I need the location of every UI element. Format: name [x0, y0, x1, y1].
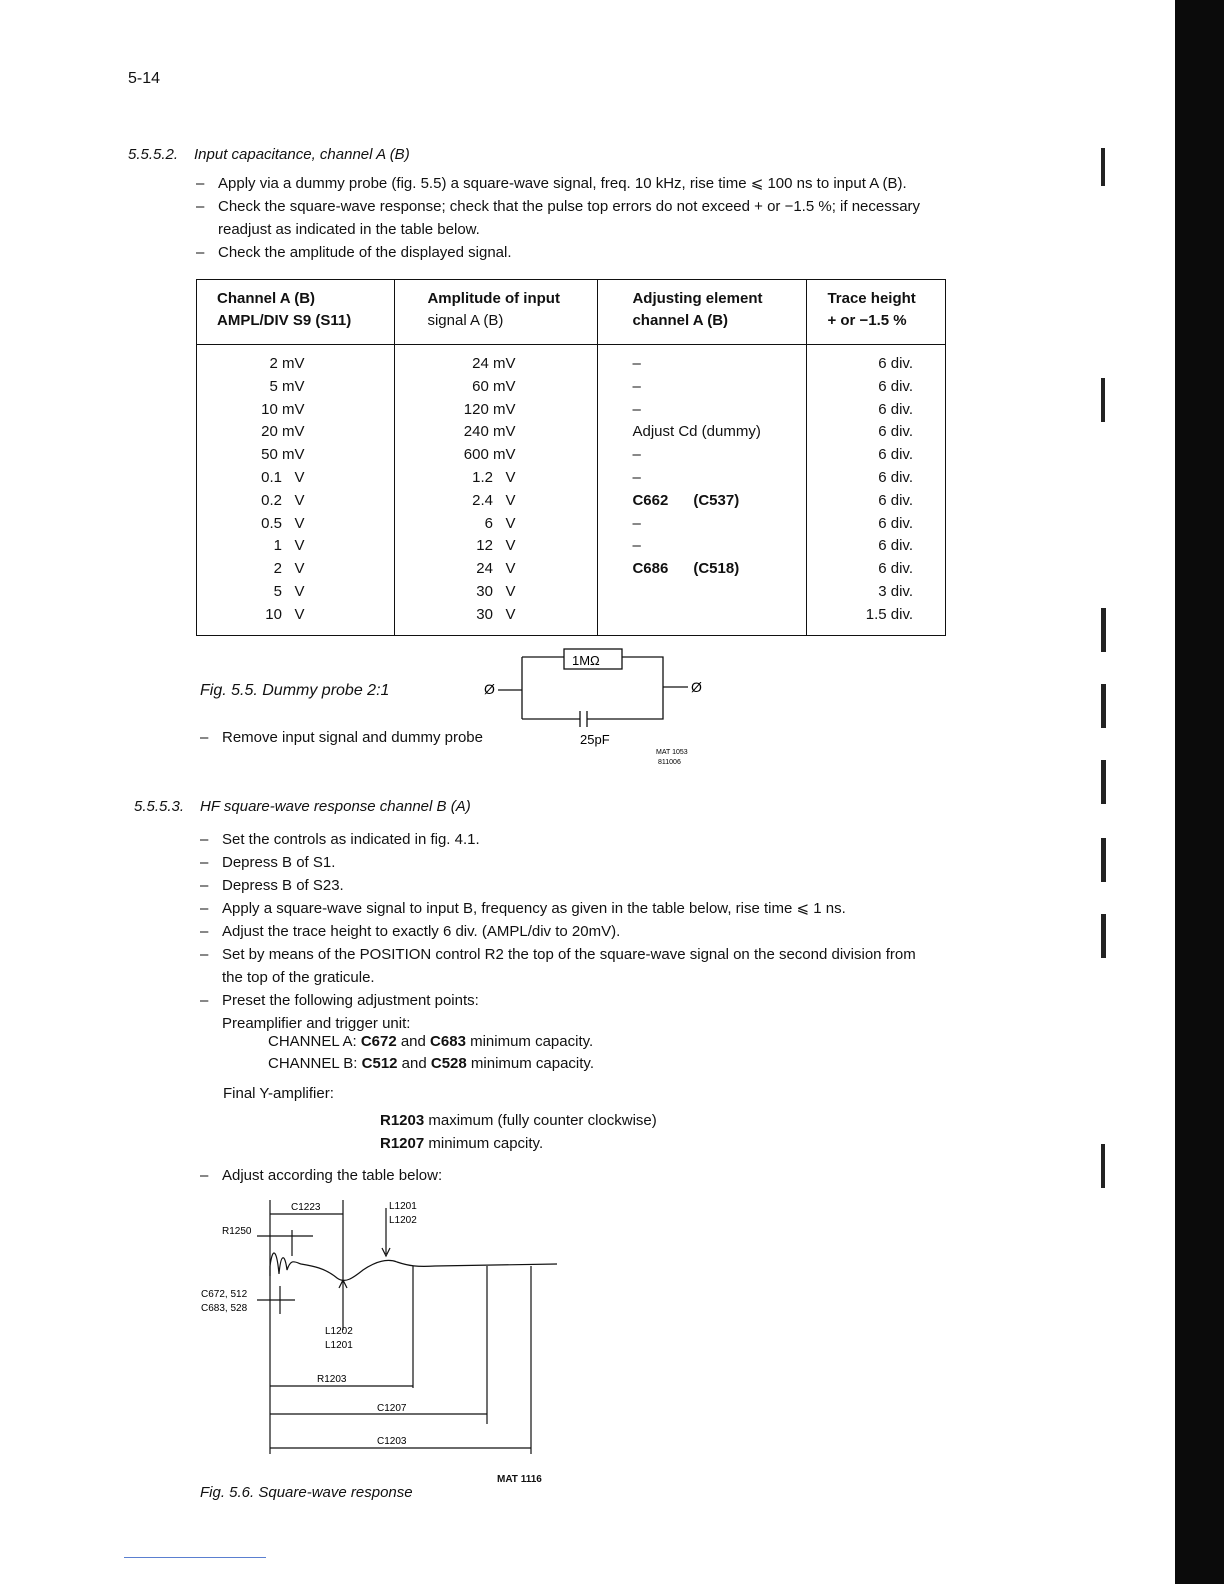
- table-cell: 6 div.: [878, 491, 913, 509]
- r1207-line: R1207 minimum capcity.: [380, 1135, 544, 1152]
- step-item: – Depress B of S1.: [200, 854, 336, 871]
- table-cell: –: [632, 400, 641, 418]
- table-cell: –: [632, 446, 641, 464]
- fig55-caption: Fig. 5.5. Dummy probe 2:1: [200, 682, 390, 699]
- step-item: – Set by means of the POSITION control R2 the top of the square-wave signal on the second division from: [200, 946, 916, 963]
- table-cell: C662 (C537): [632, 491, 740, 509]
- header-adjusting-element: Adjusting element channel A (B): [598, 280, 807, 345]
- section-553-heading: [134, 798, 471, 815]
- step-item: – Apply via a dummy probe (fig. 5.5) a square-wave signal, freq. 10 kHz, rise time ⩽ 100 ns to input A (B).: [196, 175, 907, 192]
- table-cell: –: [632, 537, 641, 555]
- step-item: – Set the controls as indicated in fig. 4.1.: [200, 831, 480, 848]
- header-ampl-div: Channel A (B) AMPL/DIV S9 (S11): [197, 280, 395, 345]
- table-cell: 5 mV: [269, 377, 305, 395]
- table-cell: 3 div.: [878, 582, 913, 600]
- table-cell: 6 div.: [878, 355, 913, 372]
- table-cell: 2 V: [273, 560, 305, 578]
- table-cell: –: [632, 377, 641, 395]
- channel-b-line: CHANNEL B: C512 and C528 minimum capacity.: [268, 1055, 594, 1072]
- capacitor-label: 25pF: [580, 732, 610, 747]
- fig56-code: MAT 1116: [497, 1474, 542, 1485]
- label-c1207: C1207: [377, 1403, 407, 1414]
- table-cell: 6 div.: [878, 468, 913, 486]
- dummy-probe-diagram: [470, 645, 730, 775]
- label-c672: C672, 512: [201, 1289, 248, 1300]
- label-r1203: R1203: [317, 1374, 347, 1385]
- preamp-label: Preamplifier and trigger unit:: [222, 1015, 411, 1032]
- table-cell: 1.2 V: [472, 468, 516, 486]
- table-cell: 6 div.: [878, 514, 913, 532]
- table-cell: [632, 604, 806, 627]
- step-item: – Depress B of S23.: [200, 877, 344, 894]
- col-ampl-div: [197, 345, 395, 636]
- step-item: – Apply a square-wave signal to input B, frequency as given in the table below, rise time ⩽ 1 ns.: [200, 900, 846, 917]
- table-cell: 60 mV: [472, 377, 516, 395]
- label-c1203: C1203: [377, 1436, 407, 1447]
- table-cell: 120 mV: [463, 400, 516, 418]
- label-l1202-top: L1202: [389, 1215, 417, 1226]
- terminal-left: Ø: [484, 681, 495, 697]
- calibration-table: [196, 279, 946, 636]
- label-l1201-top: L1201: [389, 1201, 417, 1212]
- fig56-caption: Fig. 5.6. Square-wave response: [200, 1484, 413, 1501]
- label-c683: C683, 528: [201, 1303, 248, 1314]
- table-cell: 10 mV: [261, 400, 305, 418]
- table-cell: 600 mV: [463, 446, 516, 464]
- label-l1202-bottom: L1202: [325, 1326, 353, 1337]
- terminal-right: Ø: [691, 679, 702, 695]
- table-cell: –: [632, 468, 641, 486]
- section-552-steps: [196, 172, 1016, 264]
- label-c1223: C1223: [291, 1202, 321, 1213]
- section-552-heading: [128, 146, 410, 163]
- header-trace-height: Trace height + or −1.5 %: [807, 280, 946, 345]
- table-cell: –: [632, 355, 641, 372]
- table-cell: 24 V: [476, 560, 516, 578]
- table-cell: 6 div.: [878, 400, 913, 418]
- step-item: – Check the amplitude of the displayed signal.: [196, 244, 512, 261]
- table-cell: 0.5 V: [261, 514, 305, 532]
- header-amplitude: Amplitude of input signal A (B): [395, 280, 598, 345]
- table-cell: 6 div.: [878, 446, 913, 464]
- table-cell: 5 V: [273, 582, 305, 600]
- fig55-code1: MAT 1053: [656, 749, 688, 756]
- table-cell: 30 V: [476, 582, 516, 600]
- table-cell: [632, 581, 806, 604]
- table-cell: 30 V: [476, 605, 516, 623]
- table-cell: 20 mV: [261, 423, 305, 441]
- table-cell: 6 V: [484, 514, 516, 532]
- table-cell: 12 V: [476, 537, 516, 555]
- label-r1250: R1250: [222, 1226, 252, 1237]
- footer-rule: [124, 1557, 266, 1558]
- table-cell: 240 mV: [463, 423, 516, 441]
- table-cell: –: [632, 514, 641, 532]
- table-cell: 0.2 V: [261, 491, 305, 509]
- step-item-continued: the top of the graticule.: [222, 969, 375, 986]
- table-cell: 10 V: [265, 605, 305, 623]
- page-number: 5-14: [128, 70, 161, 87]
- table-cell: 2.4 V: [472, 491, 516, 509]
- step-item: – Check the square-wave response; check that the pulse top errors do not exceed + or −1.5 %; if necessary: [196, 198, 921, 215]
- table-cell: C686 (C518): [632, 560, 740, 578]
- table-cell: 2 mV: [269, 355, 305, 372]
- table-cell: 1.5 div.: [865, 605, 913, 623]
- table-cell: 6 div.: [878, 423, 913, 441]
- remove-step: – Remove input signal and dummy probe: [200, 729, 483, 746]
- table-cell: 6 div.: [878, 537, 913, 555]
- section-553-title: HF square-wave response channel B (A): [200, 798, 471, 815]
- col-amplitude: [395, 345, 598, 636]
- table-cell: 6 div.: [878, 560, 913, 578]
- table-cell: Adjust Cd (dummy): [632, 423, 761, 441]
- channel-a-line: CHANNEL A: C672 and C683 minimum capacity.: [268, 1033, 594, 1050]
- step-item: – Adjust the trace height to exactly 6 div. (AMPL/div to 20mV).: [200, 923, 621, 940]
- step-item-continued: readjust as indicated in the table below.: [218, 221, 480, 238]
- step-item: – Preset the following adjustment points:: [200, 992, 479, 1009]
- adjust-step: – Adjust according the table below:: [200, 1167, 443, 1184]
- resistor-label: 1MΩ: [572, 653, 600, 668]
- section-552-number: 5.5.5.2.: [128, 146, 179, 163]
- section-552-title: Input capacitance, channel A (B): [194, 146, 410, 163]
- square-wave-response-diagram: [195, 1192, 575, 1472]
- table-cell: 24 mV: [472, 355, 516, 372]
- final-y-amplifier-label: Final Y-amplifier:: [223, 1085, 334, 1102]
- r1203-line: R1203 maximum (fully counter clockwise): [380, 1112, 657, 1129]
- table-cell: 1 V: [273, 537, 305, 555]
- section-553-number: 5.5.5.3.: [134, 798, 185, 815]
- table-cell: 6 div.: [878, 377, 913, 395]
- scan-margin-bar: [1175, 0, 1224, 1584]
- table-cell: 0.1 V: [261, 468, 305, 486]
- label-l1201-bottom: L1201: [325, 1340, 353, 1351]
- section-553-steps: [200, 828, 1020, 1035]
- table-cell: 50 mV: [261, 446, 305, 464]
- fig55-code2: 811006: [658, 759, 681, 766]
- col-trace-height: [807, 345, 946, 636]
- col-adjusting-element: [598, 345, 807, 636]
